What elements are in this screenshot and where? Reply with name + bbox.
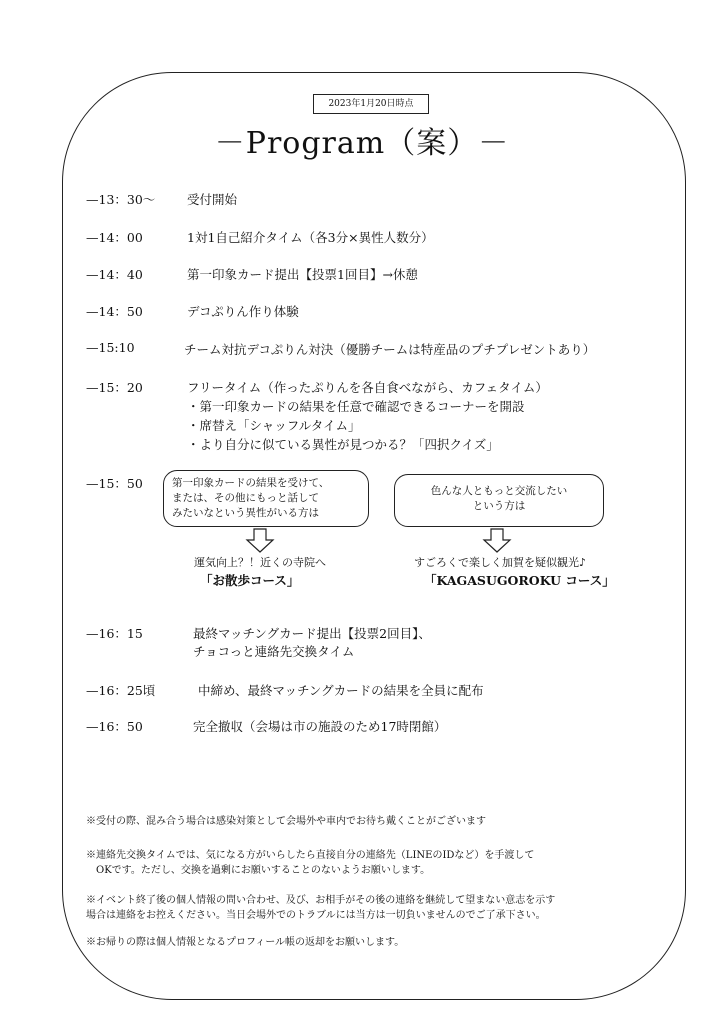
course-caption: すごろくで楽しく加賀を疑似観光♪	[414, 556, 587, 569]
note-line: 場合は連絡をお控えください。当日会場外でのトラブルには当方は一切負いませんのでご了承下さい。	[86, 910, 546, 921]
schedule-time: —14：50	[86, 304, 143, 319]
bubble-line: または、その他にもっと話して	[172, 492, 319, 504]
course-caption: 運気向上？！近くの寺院へ	[194, 556, 326, 569]
schedule-time: —14：40	[86, 267, 143, 282]
note-line: ※お帰りの際は個人情報となるプロフィール帳の返却をお願いします。	[86, 937, 405, 948]
schedule-text: 第一印象カード提出【投票1回目】→休憩	[187, 267, 418, 282]
course-name: 「KAGASUGOROKU コース」	[424, 573, 615, 588]
page-title: －Program（案）－	[214, 126, 510, 161]
schedule-time: —14：00	[86, 230, 143, 245]
note	[86, 848, 534, 878]
schedule-time: —16：25頃	[86, 683, 156, 698]
bubble-line: 色んな人ともっと交流したい	[430, 485, 568, 497]
date-stamp: 2023年1月20日時点	[313, 94, 429, 114]
down-arrow-icon	[482, 528, 512, 554]
bubble-line: という方は	[472, 500, 526, 512]
note-line: ※連絡先交換タイムでは、気になる方がいらしたら直接自分の連絡先（LINEのIDなど）を手渡して	[86, 850, 535, 861]
schedule-text: 最終マッチングカード提出【投票2回目】、	[193, 626, 431, 641]
schedule-time: —15：50	[86, 476, 143, 491]
schedule-subitem: ・席替え「シャッフルタイム」	[187, 418, 361, 433]
down-arrow-icon	[245, 528, 275, 554]
bubble-line: 第一印象カードの結果を受けて、	[172, 477, 330, 489]
course-name: 「お散歩コース」	[200, 573, 300, 588]
schedule-text: 1対1自己紹介タイム（各3分×異性人数分）	[187, 230, 434, 245]
note	[86, 893, 555, 923]
schedule-time: —16：50	[86, 719, 143, 734]
schedule-time: —16：15	[86, 626, 143, 641]
course-bubble-left	[163, 470, 369, 527]
schedule-time: —15:10	[86, 340, 135, 355]
note	[86, 935, 404, 950]
schedule-subitem: ・より自分に似ている異性が見つかる？「四択クイズ」	[187, 437, 499, 452]
note-line: ※イベント終了後の個人情報の問い合わせ、及び、お相手がその後の連絡を継続して望まない意志を示す	[86, 895, 556, 906]
course-bubble-right	[394, 474, 604, 527]
schedule-text: 受付開始	[187, 192, 238, 207]
schedule-time: —13：30〜	[86, 192, 156, 207]
schedule-time: —15：20	[86, 380, 143, 395]
note	[86, 814, 486, 829]
schedule-text: 完全撤収（会場は市の施設のため17時閉館）	[193, 719, 447, 734]
schedule-text: 中締め、最終マッチングカードの結果を全員に配布	[198, 683, 484, 698]
note-line: ※受付の際、混み合う場合は感染対策として会場外や車内でお待ち戴くことがございます	[86, 816, 486, 827]
note-line: OKです。ただし、交換を過剰にお願いすることのないようお願いします。	[86, 865, 431, 876]
schedule-text: デコぷりん作り体験	[187, 304, 299, 319]
schedule-text: チーム対抗デコぷりん対決（優勝チームは特産品のプチプレゼントあり）	[184, 342, 596, 357]
schedule-text: チョコっと連絡先交換タイム	[193, 644, 355, 659]
bubble-line: みたいなという異性がいる方は	[172, 507, 319, 519]
schedule-text: フリータイム（作ったぷりんを各自食べながら、カフェタイム）	[187, 380, 548, 395]
schedule-subitem: ・第一印象カードの結果を任意で確認できるコーナーを開設	[187, 399, 525, 414]
